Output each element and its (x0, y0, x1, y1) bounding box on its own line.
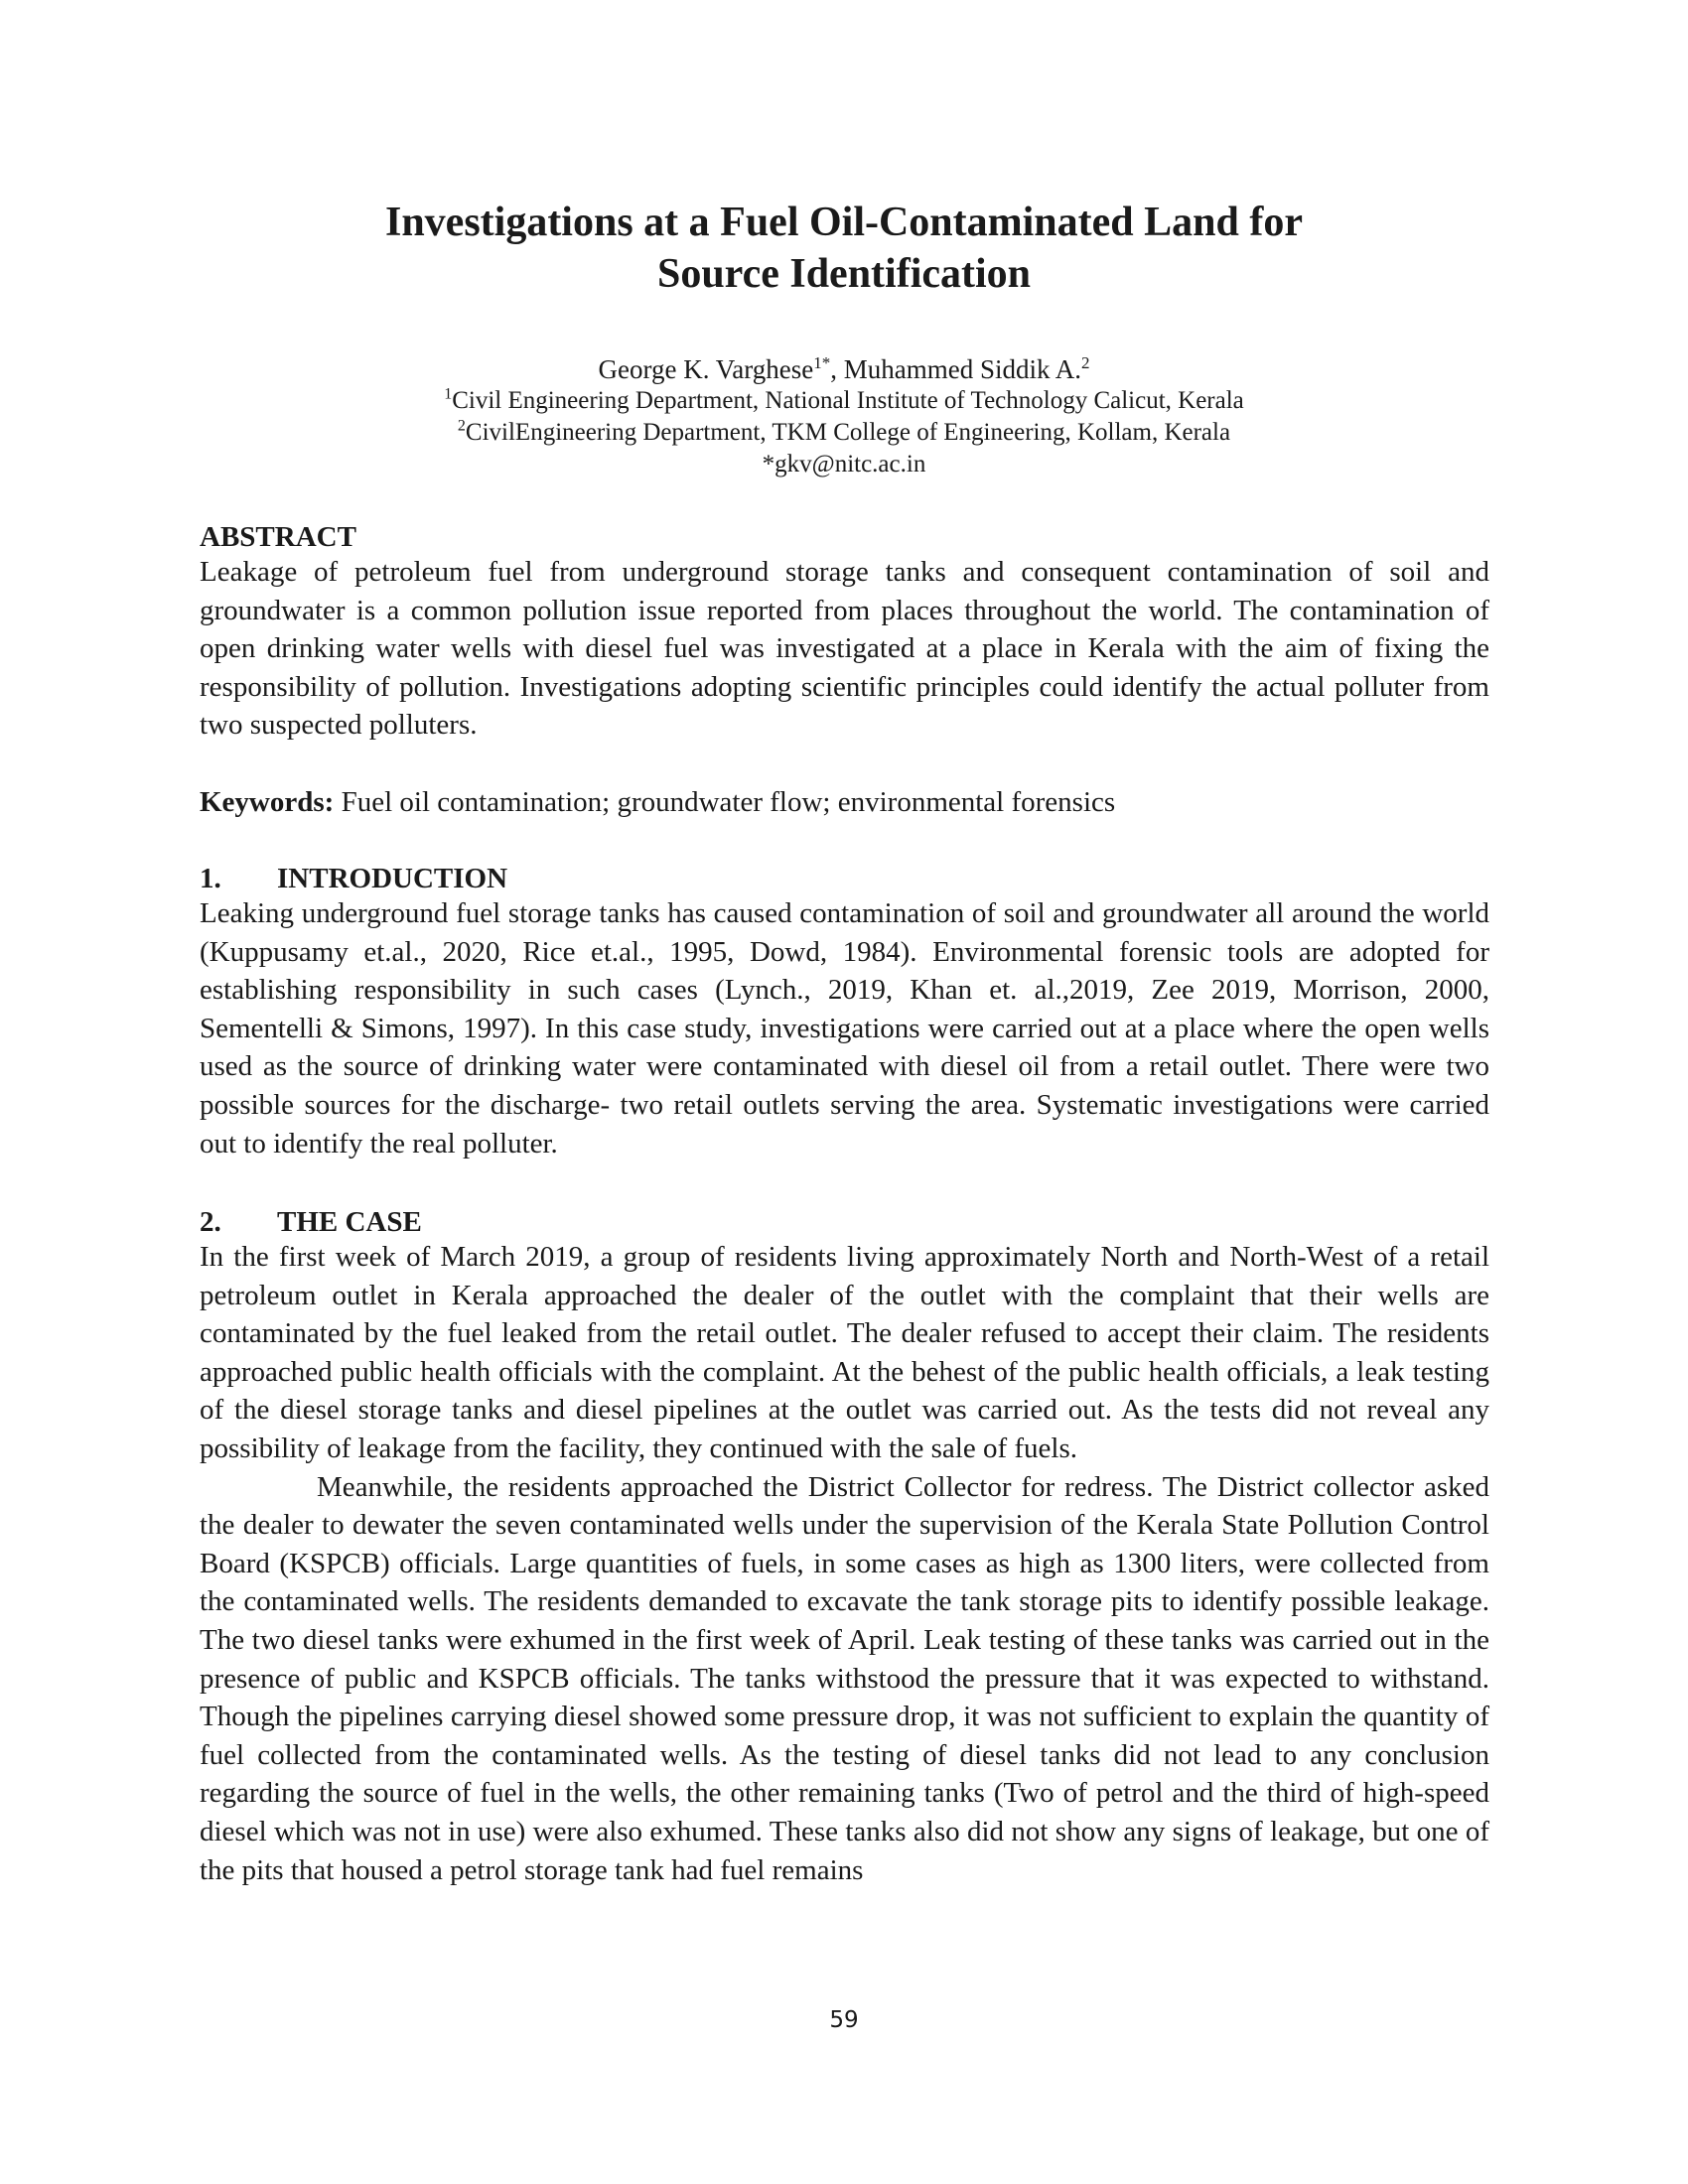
body-paragraph: In the first week of March 2019, a group of residents living approximately North and North-West of a retail petroleum outlet in Kerala approached the dealer of the outlet with the complaint that their wells are contaminated by the fuel leaked from the retail outlet. The dealer refused to accept their claim. The residents approached public health officials with the complaint. At the behest of the public health officials, a leak testing of the diesel storage tanks and diesel pipelines at the outlet was carried out. As the tests did not reveal any possibility of leakage from the facility, they continued with the sale of fuels. (200, 1241, 1489, 1464)
author-affiliation-mark: 1* (813, 353, 831, 372)
author-list (199, 352, 1489, 386)
section-number: 2. (200, 1206, 221, 1238)
author-name: Muhammed Siddik A. (843, 354, 1081, 384)
affiliation-mark: 1 (444, 385, 453, 403)
abstract-paragraph: Leakage of petroleum fuel from underground storage tanks and consequent contamination of soil and groundwater is a common pollution issue reported from places throughout the world. The contamination of open drinking water wells with diesel fuel was investigated at a place in Kerala with the aim of fixing the responsibility of pollution. Investigations adopting scientific principles could identify the actual polluter from two suspected polluters. (200, 556, 1489, 742)
section-title: INTRODUCTION (277, 863, 508, 894)
affiliation-mark: 2 (457, 417, 466, 435)
section-heading-the-case (200, 1204, 422, 1240)
page-number: 59 (829, 2007, 859, 2033)
author-affiliation-mark: 2 (1080, 353, 1090, 372)
body-paragraph: Leaking underground fuel storage tanks has caused contamination of soil and groundwater all around the world (Kuppusamy et.al., 2020, Rice et.al., 1995, Dowd, 1984). Environmental forensic tools are adopted for establishing responsibility in such cases (Lynch., 2019, Khan et. al.,2019, Zee 2019, Morrison, 2000, Sementelli & Simons, 1997). In this case study, investigations were carried out at a place where the open wells used as the source of drinking water were contaminated with diesel oil from a retail outlet. There were two possible sources for the discharge- two retail outlets serving the area. Systematic investigations were carried out to identify the real polluter. (200, 897, 1489, 1160)
affiliation-text: Civil Engineering Department, National Institute of Technology Calicut, Kerala (452, 387, 1244, 414)
author-separator: , (830, 354, 844, 384)
affiliation-text: CivilEngineering Department, TKM College of Engineering, Kollam, Kerala (465, 419, 1231, 446)
section-heading-introduction (200, 861, 507, 896)
abstract-body (200, 553, 1489, 745)
introduction-body (200, 894, 1489, 1162)
author-name: George K. Varghese (598, 354, 814, 384)
keywords-line (200, 783, 1489, 822)
the-case-body (200, 1238, 1489, 1889)
title-line-2: Source Identification (656, 251, 1032, 297)
keywords-text: Fuel oil contamination; groundwater flow; environmental forensics (334, 786, 1116, 818)
section-number: 1. (200, 863, 221, 894)
affiliation-line (199, 385, 1489, 417)
body-paragraph: Meanwhile, the residents approached the District Collector for redress. The District collector asked the dealer to dewater the seven contaminated wells under the supervision of the Kerala State Pollution Control Board (KSPCB) officials. Large quantities of fuels, in some cases as high as 1300 liters, were collected from the contaminated wells. The residents demanded to excavate the tank storage pits to identify possible leakage. The two diesel tanks were exhumed in the first week of April. Leak testing of these tanks was carried out in the presence of public and KSPCB officials. The tanks withstood the pressure that it was expected to withstand. Though the pipelines carrying diesel showed some pressure drop, it was not sufficient to explain the quantity of fuel collected from the contaminated wells. As the testing of diesel tanks did not lead to any conclusion regarding the source of fuel in the wells, the other remaining tanks (Two of petrol and the third of high-speed diesel which was not in use) were also exhumed. These tanks also did not show any signs of leakage, but one of the pits that housed a petrol storage tank had fuel remains (200, 1470, 1489, 1886)
corresponding-email: *gkv@nitc.ac.in (762, 451, 926, 478)
keywords-label: Keywords: (200, 786, 335, 818)
paper-title (199, 197, 1489, 300)
section-title: THE CASE (277, 1206, 422, 1238)
abstract-heading: ABSTRACT (200, 521, 356, 553)
title-line-1: Investigations at a Fuel Oil-Contaminated Land for (384, 200, 1304, 245)
affiliation-line (199, 417, 1489, 449)
